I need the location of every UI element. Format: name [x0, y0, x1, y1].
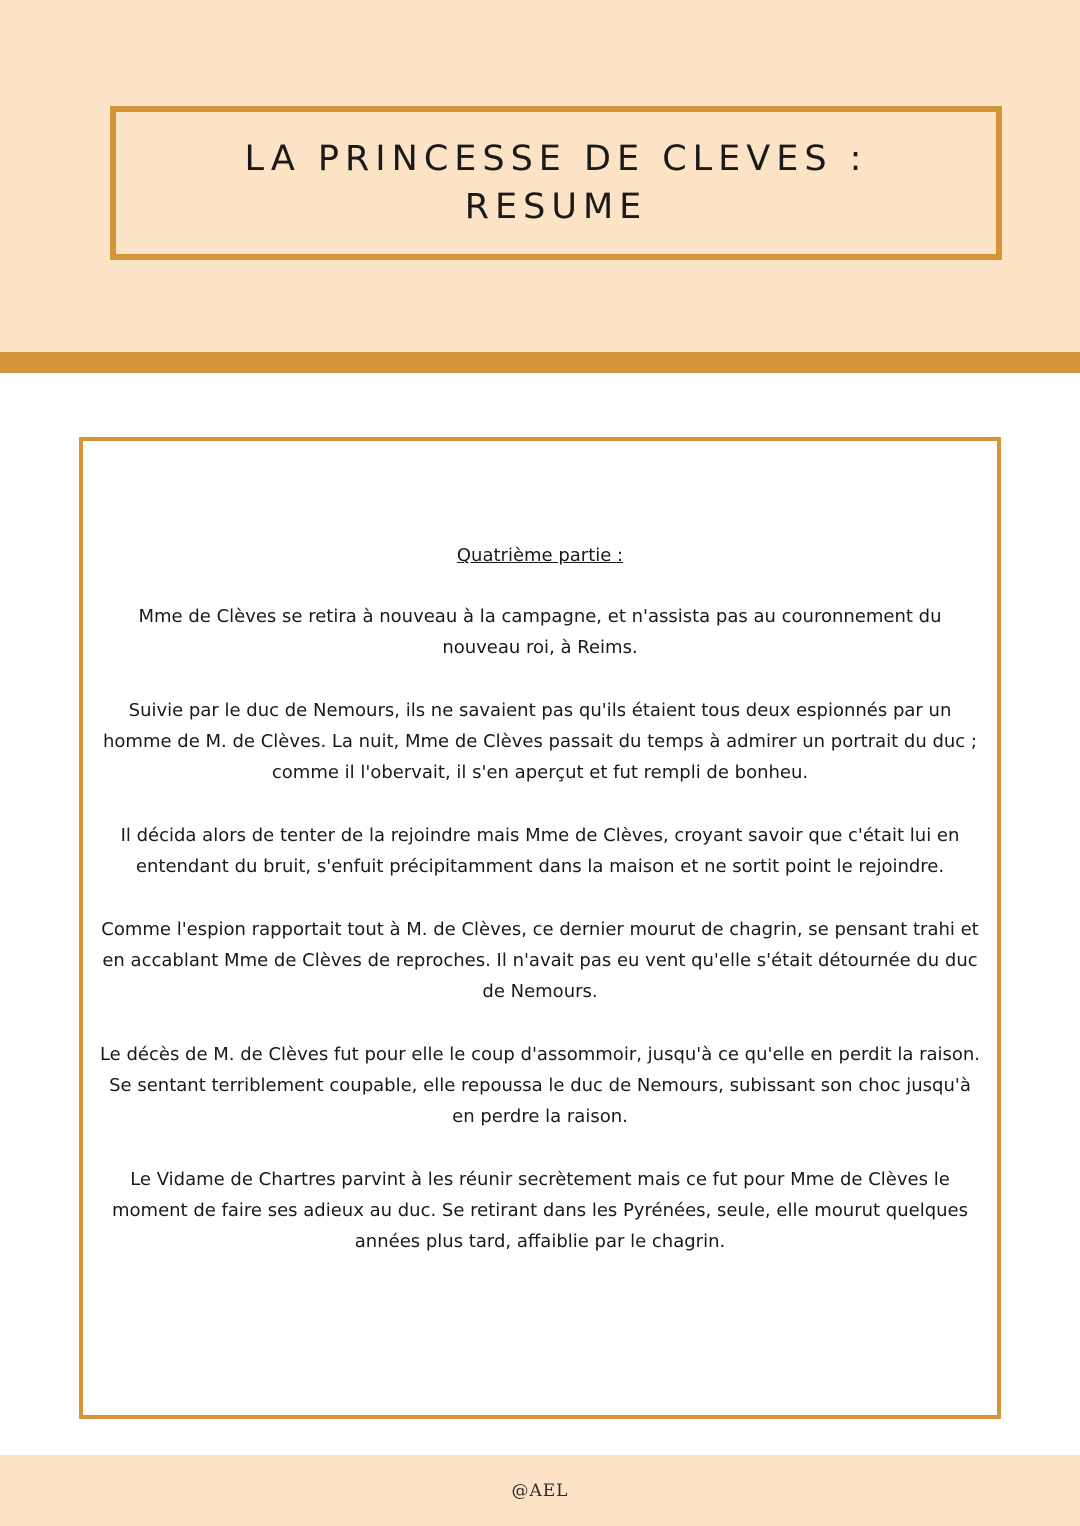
content-box: [79, 437, 1001, 1419]
footer-credit: @AEL: [511, 1480, 569, 1501]
page-title-line-2: RESUME: [464, 187, 648, 227]
paragraph: Le Vidame de Chartres parvint à les réunir secrètement mais ce fut pour Mme de Clèves le moment de faire ses adieux au duc. Se retirant dans les Pyrénées, seule, elle mourut quelques années plus tard, affaiblie par le chagrin.: [111, 1169, 968, 1252]
summary-text: [97, 601, 983, 1289]
footer-band: [0, 1455, 1080, 1526]
paragraph: Comme l'espion rapportait tout à M. de Clèves, ce dernier mourut de chagrin, se pensant trahi et en accablant Mme de Clèves de reproches. Il n'avait pas eu vent qu'elle s'était détournée du duc de Nemours.: [101, 919, 979, 1002]
page-title-line-1: LA PRINCESSE DE CLEVES :: [244, 139, 868, 179]
paragraph: Il décida alors de tenter de la rejoindre mais Mme de Clèves, croyant savoir que c'était lui en entendant du bruit, s'enfuit précipitamment dans la maison et ne sortit point le rejoindre.: [120, 825, 960, 877]
header-stripe: [0, 352, 1080, 373]
paragraph: Mme de Clèves se retira à nouveau à la campagne, et n'assista pas au couronnement du nouveau roi, à Reims.: [138, 606, 942, 658]
paragraph: Suivie par le duc de Nemours, ils ne savaient pas qu'ils étaient tous deux espionnés par un homme de M. de Clèves. La nuit, Mme de Clèves passait du temps à admirer un portrait du duc ; comme il l'obervait, il s'en aperçut et fut rempli de bonheu.: [103, 700, 977, 783]
paragraph: Le décès de M. de Clèves fut pour elle le coup d'assommoir, jusqu'à ce qu'elle en perdit la raison. Se sentant terriblement coupable, elle repoussa le duc de Nemours, subissant son choc jusqu'à en perdre la raison.: [99, 1044, 981, 1127]
section-heading: Quatrième partie :: [456, 545, 624, 566]
title-box: [110, 106, 1002, 260]
